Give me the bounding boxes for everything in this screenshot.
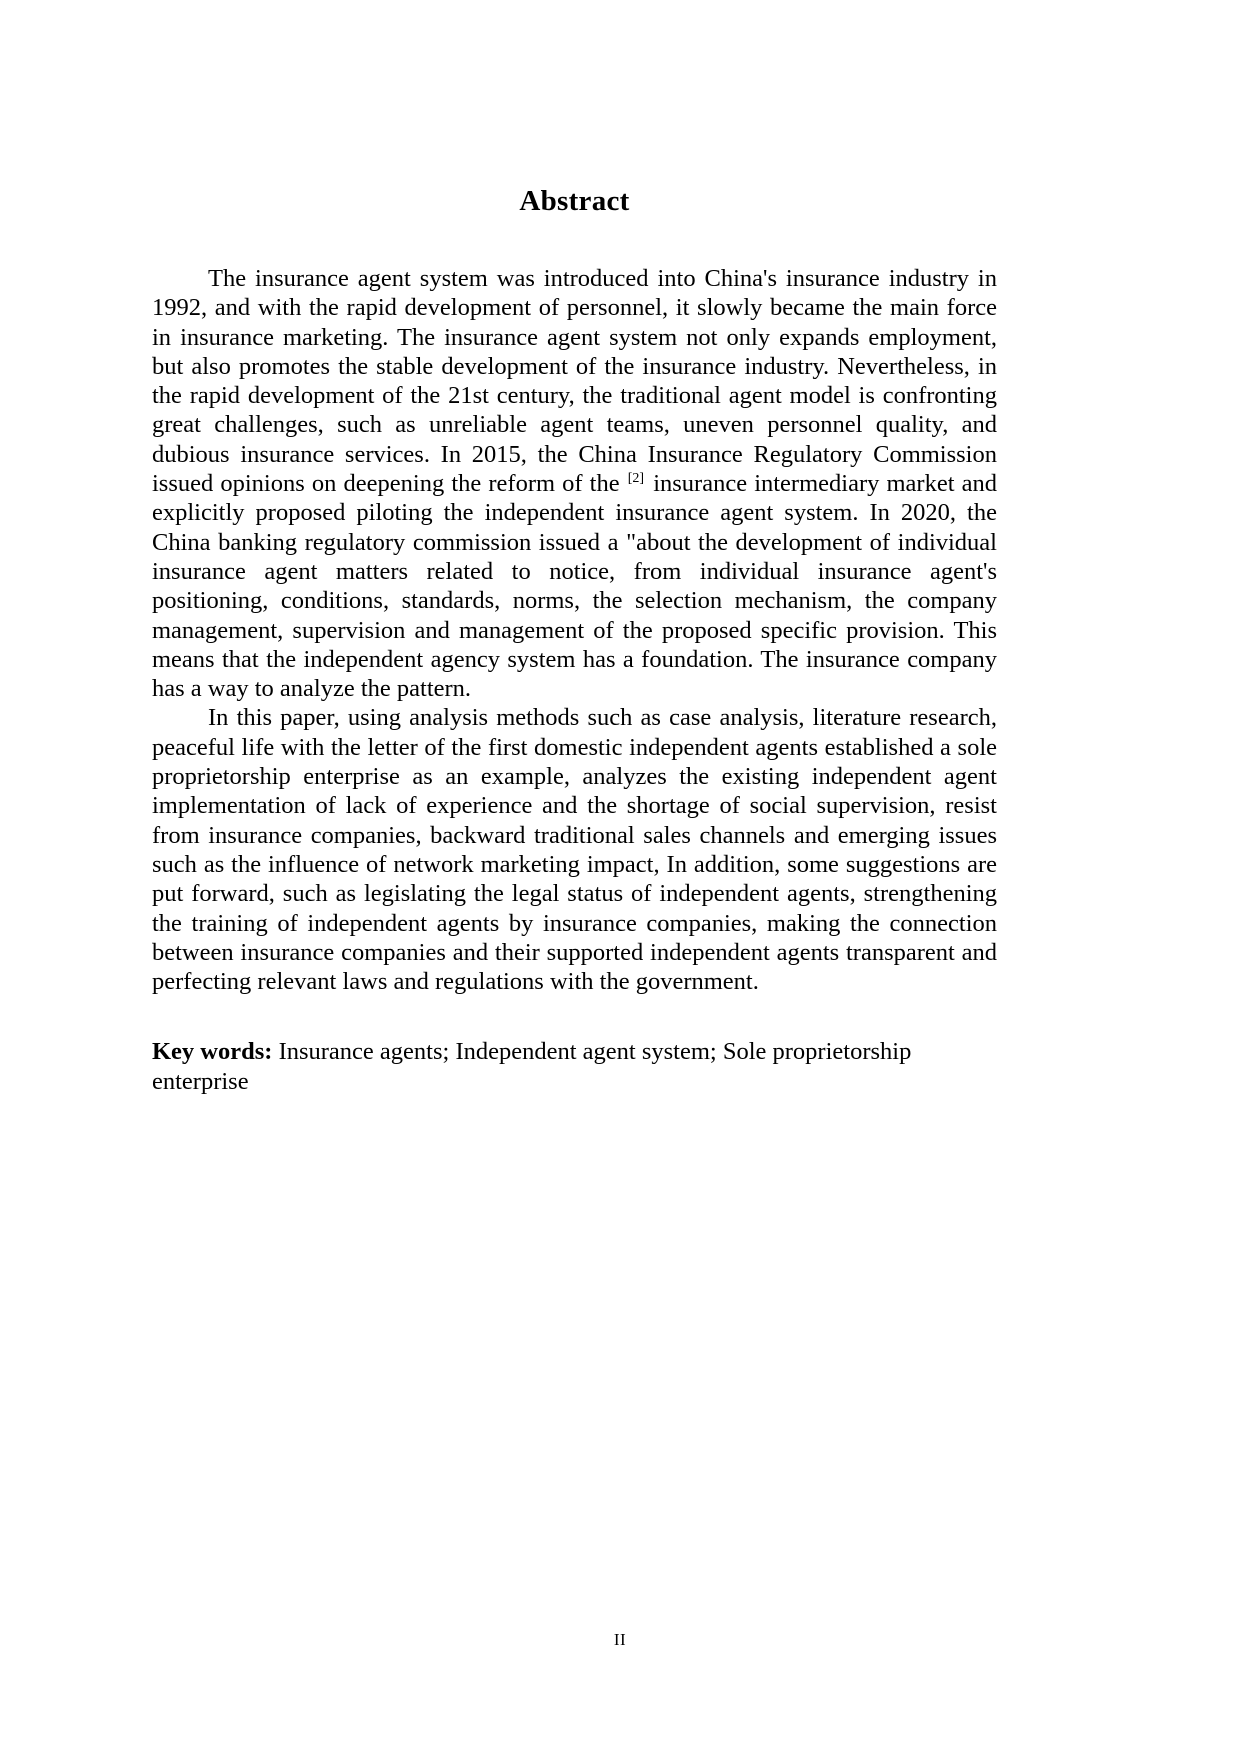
page-title: Abstract [519,185,630,217]
keywords-value: Insurance agents; Independent agent system; Sole proprietorship enterprise [152,1038,912,1095]
page-number-footer: II [613,1630,627,1649]
keywords-label: Key words: [152,1038,273,1066]
page-content [152,0,997,1096]
abstract-paragraph-1-text-after-citation: insurance intermediary market and explicitly proposed piloting the independent insurance agent system. In 2020, the China banking regulatory commission issued a "about the development of individual insurance agent matters related to notice, from individual insurance agent's positioning, conditions, standards, norms, the selection mechanism, the company management, supervision and management of the proposed specific provision. This means that the independent agency system has a foundation. The insurance company has a way to analyze the pattern. [152,470,998,703]
abstract-body [152,264,997,996]
abstract-paragraph-1-text-before-citation: The insurance agent system was introduced into China's insurance industry in 1992, and with the rapid development of personnel, it slowly became the main force in insurance marketing. The insurance agent system not only expands employment, but also promotes the stable development of the insurance industry. Nevertheless, in the rapid development of the 21st century, the traditional agent model is confronting great challenges, such as unreliable agent teams, uneven personnel quality, and dubious insurance services. In 2015, the China Insurance Regulatory Commission issued opinions on deepening the reform of the [152,265,997,498]
abstract-paragraph-2 [152,703,997,996]
abstract-paragraph-2-text: In this paper, using analysis methods such as case analysis, literature research, peaceful life with the letter of the first domestic independent agents established a sole proprietorship enterprise as an example, analyzes the existing independent agent implementation of lack of experience and the shortage of social supervision, resist from insurance companies, backward traditional sales channels and emerging issues such as the influence of network marketing impact, In addition, some suggestions are put forward, such as legislating the legal status of independent agents, strengthening the training of independent agents by insurance companies, making the connection between insurance companies and their supported independent agents transparent and perfecting relevant laws and regulations with the government. [152,704,997,996]
citation-marker[interactable]: [2] [627,470,645,486]
keywords-line [152,1037,997,1096]
abstract-paragraph-1 [152,264,997,703]
